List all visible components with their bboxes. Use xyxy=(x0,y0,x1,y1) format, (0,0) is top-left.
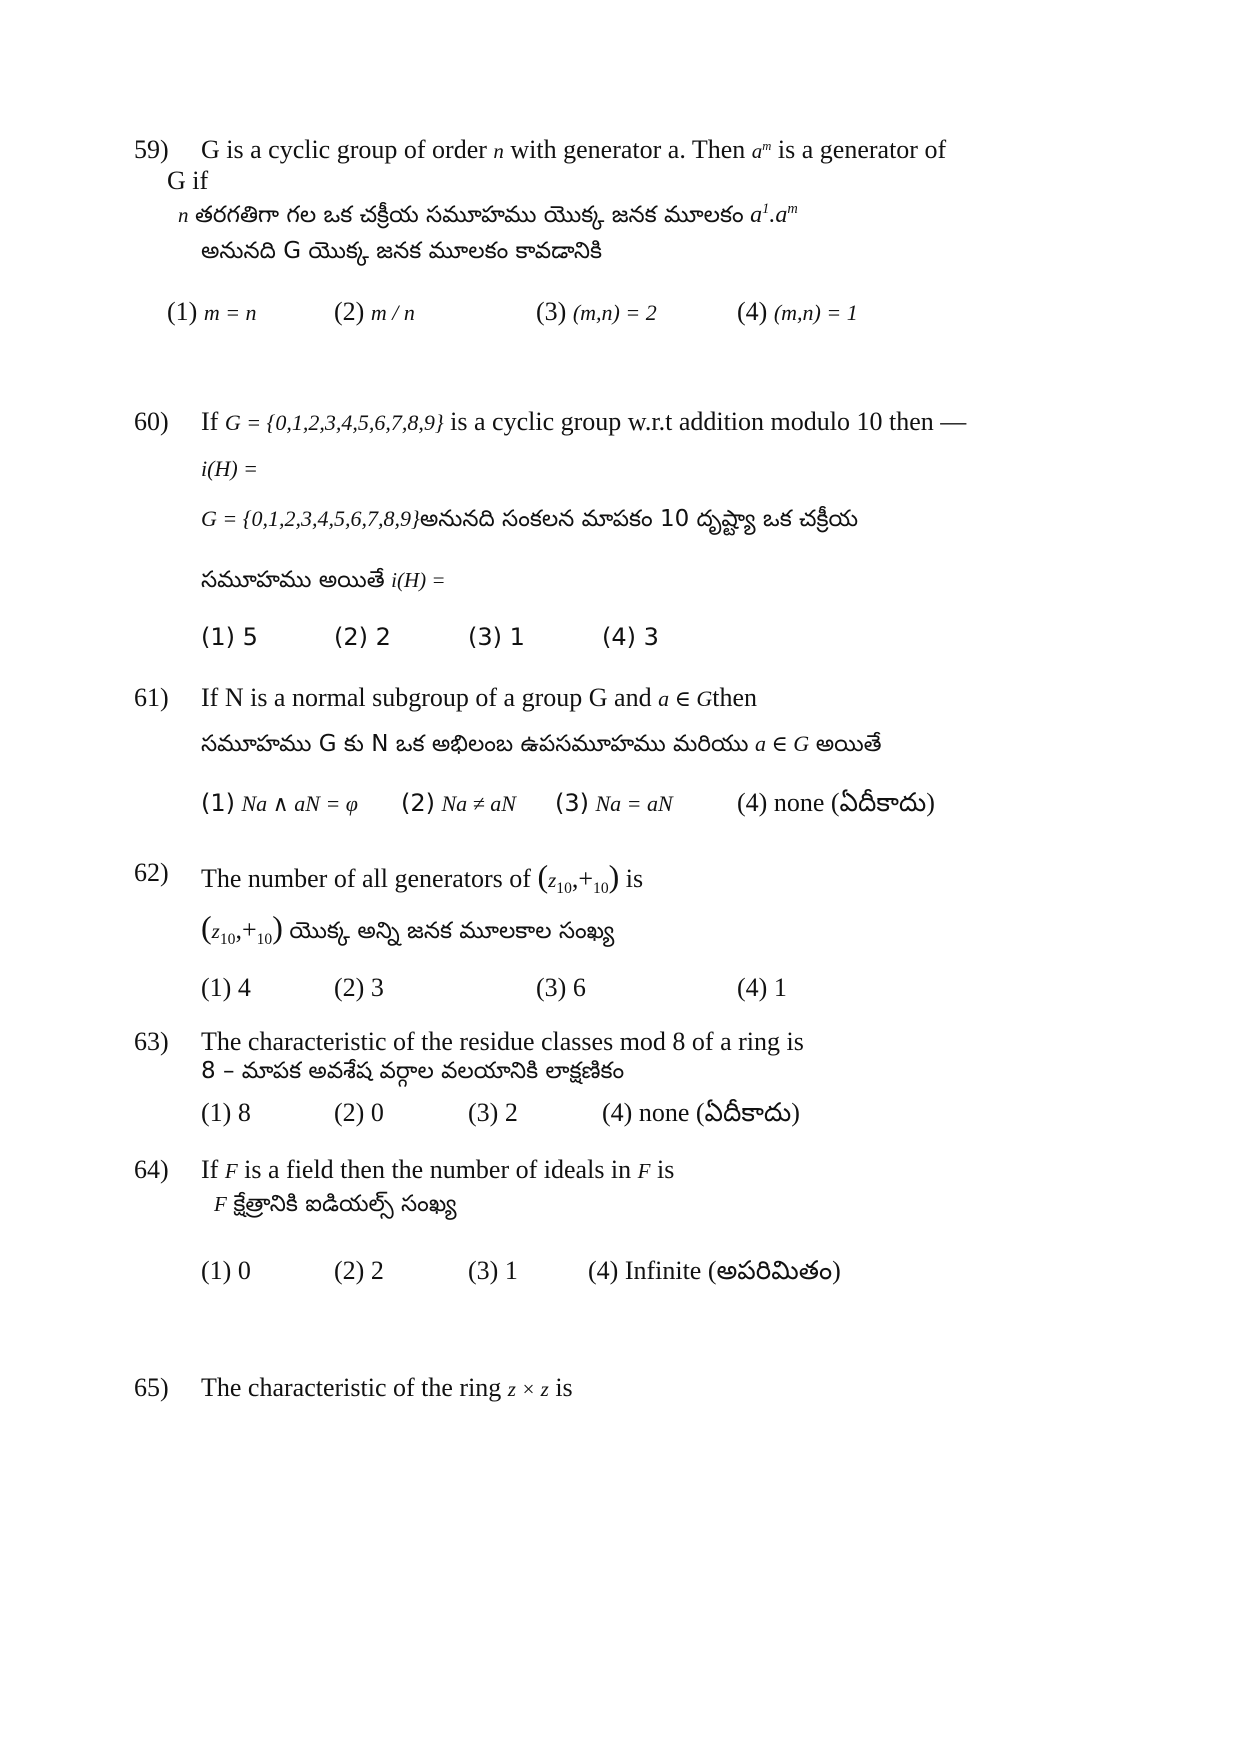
option-1: (1) 8 xyxy=(201,1098,251,1127)
option-2: (2) m / n xyxy=(334,297,415,326)
question-number: 65) xyxy=(134,1373,169,1402)
option-4: (4) (m,n) = 1 xyxy=(737,297,858,326)
question-text-telugu: G = {0,1,2,3,4,5,6,7,8,9}అనునది సంకలన మాపకం 10 దృష్ట్యా ఒక చక్రీయ xyxy=(201,506,859,532)
group-notation: $(z_{10},+_{10})$ xyxy=(201,909,283,949)
question-text-telugu: సమూహము G కు N ఒక అభిలంబ ఉపసమూహము మరియు a ∈ G అయితే xyxy=(201,731,882,757)
question-number: 63) xyxy=(134,1027,169,1056)
option-1: (1) 0 xyxy=(201,1256,251,1285)
option-4: (4) none (ఏదీకాదు) xyxy=(602,1098,800,1127)
expression-ih: i(H) = xyxy=(201,456,258,481)
question-number: 60) xyxy=(134,407,169,436)
option-3: (3) 2 xyxy=(468,1098,518,1127)
option-2: (2) 3 xyxy=(334,973,384,1002)
option-1: (1) 5 xyxy=(201,623,258,651)
question-number: 64) xyxy=(134,1155,169,1184)
question-text-english-cont: G if xyxy=(167,166,209,195)
question-text-telugu: F క్షేత్రానికి ఐడియల్స్ సంఖ్య xyxy=(214,1191,457,1217)
question-text-english: G is a cyclic group of order n with generator a. Then $a^m$ is a generator of xyxy=(201,135,947,164)
question-text-telugu-cont: సమూహము అయితే i(H) = xyxy=(201,567,446,593)
option-1: (1) Na ∧ aN = φ xyxy=(201,789,358,817)
question-text-telugu: 8 – మాపక అవశేష వర్గాల వలయానికి లాక్షణికం xyxy=(201,1058,625,1084)
question-text-telugu: $(z_{10},+_{10})$ యొక్క అన్ని జనక మూలకాల సంఖ్య xyxy=(201,909,615,949)
option-3: (3) Na = aN xyxy=(555,789,673,817)
group-notation: $(z_{10},+_{10})$ xyxy=(537,858,620,898)
option-2: (2) 2 xyxy=(334,623,391,651)
option-1: (1) m = n xyxy=(167,297,257,326)
question-number: 59) xyxy=(134,135,169,164)
option-3: (3) (m,n) = 2 xyxy=(536,297,657,326)
option-3: (3) 1 xyxy=(468,1256,518,1285)
option-3: (3) 1 xyxy=(468,623,525,651)
option-4: (4) Infinite (అపరిమితం) xyxy=(588,1256,841,1285)
option-4: (4) 1 xyxy=(737,973,787,1002)
question-number: 61) xyxy=(134,683,169,712)
question-text-telugu: n తరగతిగా గల ఒక చక్రీయ సమూహము యొక్క జనక మూలకం $a^1.a^m$ xyxy=(178,201,798,228)
option-4: (4) 3 xyxy=(602,623,659,651)
option-2: (2) 0 xyxy=(334,1098,384,1127)
option-4: (4) none (ఏదీకాదు) xyxy=(737,788,935,817)
option-3: (3) 6 xyxy=(536,973,586,1002)
question-text-english: If N is a normal subgroup of a group G and a ∈ Gthen xyxy=(201,683,758,712)
question-text-english: If F is a field then the number of ideals in F is xyxy=(201,1155,675,1184)
option-1: (1) 4 xyxy=(201,973,251,1002)
option-2: (2) 2 xyxy=(334,1256,384,1285)
question-text-english: The characteristic of the ring z × z is xyxy=(201,1373,573,1402)
question-text-english: If G = {0,1,2,3,4,5,6,7,8,9} is a cyclic group w.r.t addition modulo 10 then — xyxy=(201,407,967,436)
question-number: 62) xyxy=(134,858,169,887)
question-text-english: The characteristic of the residue classes mod 8 of a ring is xyxy=(201,1027,804,1056)
option-2: (2) Na ≠ aN xyxy=(401,789,516,817)
question-text-telugu-cont: అనునది G యొక్క జనక మూలకం కావడానికి xyxy=(201,238,603,264)
question-text-english: The number of all generators of $(z_{10},+_{10})$ is xyxy=(201,858,644,898)
